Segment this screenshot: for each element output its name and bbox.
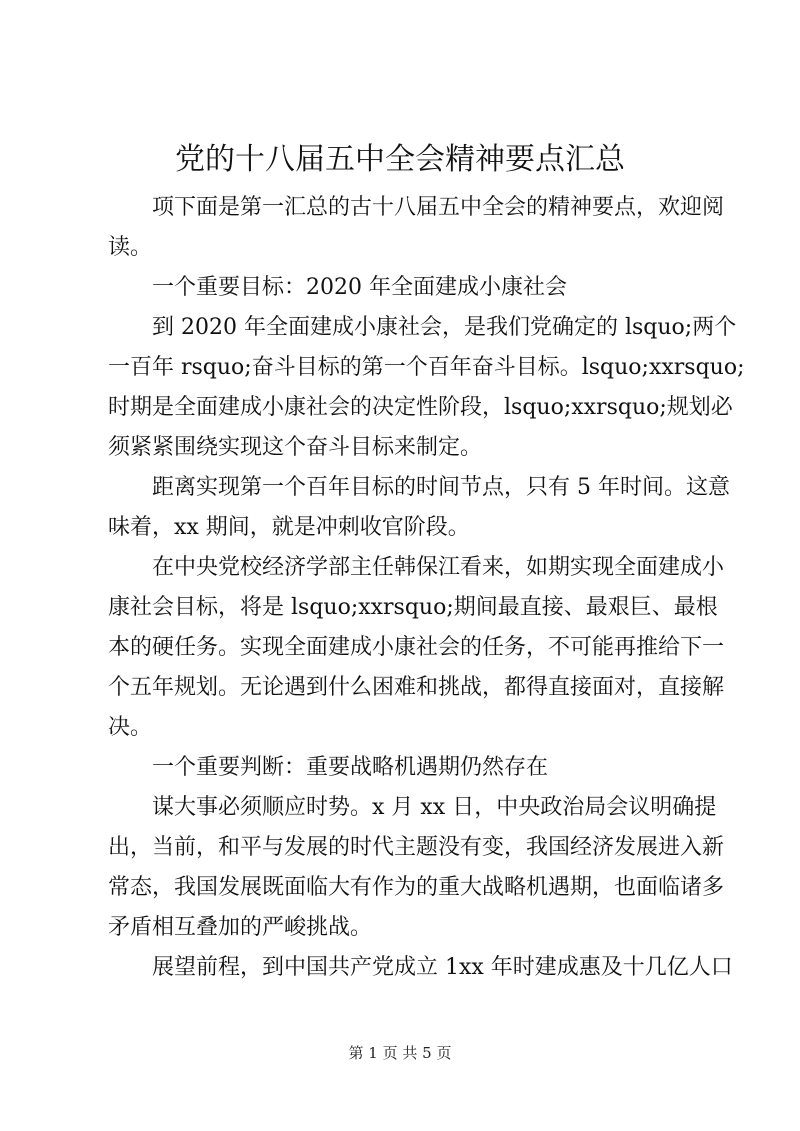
document-body xyxy=(108,188,745,988)
paragraph-line: 康社会目标，将是 lsquo;xxrsquo;期间最直接、最艰巨、最根 xyxy=(108,595,718,620)
paragraph-line: 谋大事必须顺应时势。x 月 xx 日，中央政治局会议明确提 xyxy=(152,795,717,820)
paragraph-line: 到 2020 年全面建成小康社会，是我们党确定的 lsquo;两个 xyxy=(152,315,737,340)
paragraph-line: 时期是全面建成小康社会的决定性阶段，lsquo;xxrsquo;规划必 xyxy=(108,395,733,420)
paragraph xyxy=(108,788,725,948)
document-title: 党的十八届五中全会精神要点汇总 xyxy=(175,142,625,177)
paragraph-line: 决。 xyxy=(108,715,153,740)
paragraph-line: 出，当前，和平与发展的时代主题没有变，我国经济发展进入新 xyxy=(108,835,725,860)
paragraph xyxy=(108,188,725,268)
paragraph-line: 读。 xyxy=(108,235,153,260)
paragraph xyxy=(108,948,733,988)
paragraph xyxy=(108,308,745,468)
paragraph-line: 个五年规划。无论遇到什么困难和挑战，都得直接面对，直接解 xyxy=(108,675,725,700)
paragraph-line: 常态，我国发展既面临大有作为的重大战略机遇期，也面临诸多 xyxy=(108,875,725,900)
paragraph xyxy=(108,748,700,788)
paragraph-line: 须紧紧围绕实现这个奋斗目标来制定。 xyxy=(108,435,483,460)
paragraph-line: 味着，xx 期间，就是冲刺收官阶段。 xyxy=(108,515,470,540)
paragraph xyxy=(108,268,700,308)
paragraph xyxy=(108,548,725,748)
paragraph-line: 项下面是第一汇总的古十八届五中全会的精神要点，欢迎阅 xyxy=(152,195,725,220)
paragraph-line: 矛盾相互叠加的严峻挑战。 xyxy=(108,915,373,940)
paragraph-line: 展望前程，到中国共产党成立 1xx 年时建成惠及十几亿人口 xyxy=(152,955,733,980)
paragraph-line: 距离实现第一个百年目标的时间节点，只有 5 年时间。这意 xyxy=(152,475,730,500)
paragraph xyxy=(108,468,730,548)
page-number-footer: 第 1 页 共 5 页 xyxy=(348,1044,452,1062)
paragraph-line: 一个重要判断：重要战略机遇期仍然存在 xyxy=(152,755,549,780)
paragraph-line: 一百年 rsquo;奋斗目标的第一个百年奋斗目标。lsquo;xxrsquo; xyxy=(108,355,745,380)
paragraph-line: 在中央党校经济学部主任韩保江看来，如期实现全面建成小 xyxy=(152,555,725,580)
paragraph-line: 一个重要目标：2020 年全面建成小康社会 xyxy=(152,275,567,300)
paragraph-line: 本的硬任务。实现全面建成小康社会的任务，不可能再推给下一 xyxy=(108,635,725,660)
